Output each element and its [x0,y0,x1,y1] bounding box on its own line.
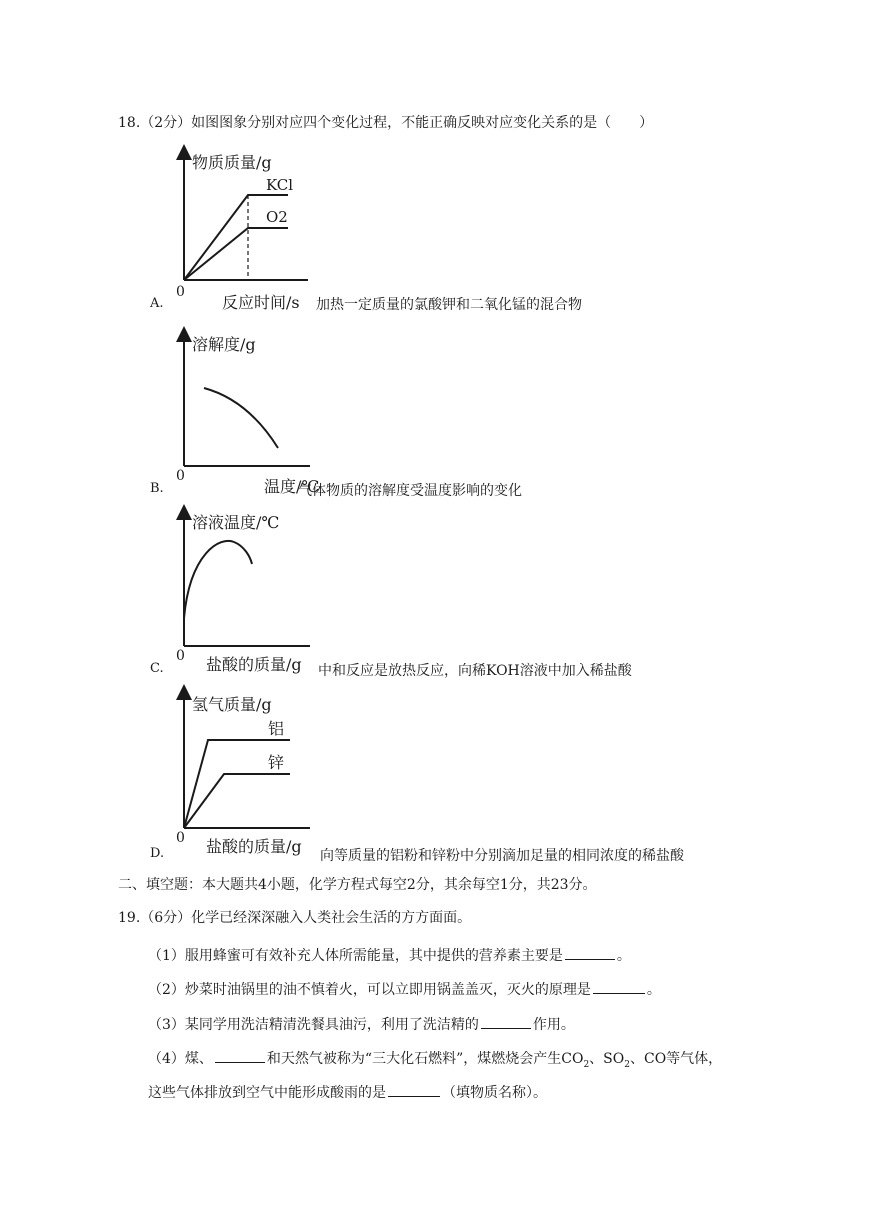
q19-sub-4-continued [148,1082,547,1102]
q19-sub-4 [148,1048,722,1074]
graph-a-xlabel: 反应时间/s [222,293,300,312]
option-b-letter: B. [150,481,164,496]
graph-a-ylabel: 物质质量/g [192,153,272,172]
graph-d [170,688,325,856]
option-a-letter: A. [150,296,164,311]
q19-blank-3[interactable] [481,1014,531,1029]
q19-sub-1-text: （1）服用蜂蜜可有效补充人体所需能量，其中提供的营养素主要是 [148,948,563,964]
option-b-description: 气体物质的溶解度受温度影响的变化 [298,483,522,499]
graph-c-curve [184,541,252,618]
q19-blank-1[interactable] [565,945,615,960]
q19-sub-1-end: 。 [616,948,631,964]
question-18-stem: 18.（2分）如图图象分别对应四个变化过程，不能正确反映对应变化关系的是（ ） [118,115,654,131]
graph-c-xlabel: 盐酸的质量/g [206,655,302,674]
graph-d-xlabel: 盐酸的质量/g [206,837,302,856]
graph-d-zn-label: 锌 [268,753,285,772]
q19-blank-5[interactable] [388,1082,440,1097]
q19-sub-2-text: （2）炒菜时油锅里的油不慎着火，可以立即用锅盖盖灭，灭火的原理是 [148,982,591,998]
graph-b-xlabel: 温度/℃ [264,477,320,496]
q19-sub-1 [148,945,631,965]
graph-d-origin: 0 [176,830,185,846]
q19-sub-4-text-c: 、SO [589,1051,625,1067]
option-a-description: 加热一定质量的氯酸钾和二氧化锰的混合物 [316,297,582,313]
graph-b-ylabel: 溶解度/g [192,335,256,354]
graph-a-origin: 0 [176,284,185,300]
q19-blank-4[interactable] [215,1048,265,1063]
graph-d-zn-line [184,774,290,828]
graph-b-origin: 0 [176,468,185,484]
graph-d-al-label: 铝 [268,719,285,738]
graph-a [170,148,320,312]
option-d-letter: D. [150,846,165,861]
option-c-letter: C. [150,661,164,676]
q19-blank-2[interactable] [593,979,645,994]
question-19-stem: 19.（6分）化学已经深深融入人类社会生活的方方面面。 [118,910,472,926]
q19-sub-3-end: 作用。 [532,1017,575,1033]
graph-a-o2-label: O2 [266,208,288,226]
option-d-description: 向等质量的铝粉和锌粉中分别滴加足量的相同浓度的稀盐酸 [320,848,684,864]
q19-sub-3-text: （3）某同学用洗洁精清洗餐具油污，利用了洗洁精的 [148,1017,479,1033]
graph-c [170,508,320,673]
q19-sub-4-subscript-1: 2 [583,1059,590,1070]
q19-sub-4-cont-end: （填物质名称）。 [442,1085,547,1101]
q19-sub-4-subscript-2: 2 [624,1059,630,1070]
section-2-heading: 二、填空题：本大题共4小题，化学方程式每空2分，其余每空1分，共23分。 [118,877,597,893]
graph-c-origin: 0 [176,648,185,664]
q19-sub-2-end: 。 [646,982,661,998]
option-c-description: 中和反应是放热反应，向稀KOH溶液中加入稀盐酸 [318,663,632,679]
q19-sub-4-text-a: （4）煤、 [148,1051,213,1067]
q19-sub-2 [148,979,661,999]
graph-b [170,330,320,495]
graph-c-ylabel: 溶液温度/℃ [192,513,280,532]
q19-sub-4-text-d: 、CO等气体， [629,1051,723,1067]
q19-sub-3 [148,1014,575,1034]
graph-d-ylabel: 氢气质量/g [192,695,272,714]
graph-b-curve [204,388,278,448]
graph-a-kcl-label: KCl [266,176,294,194]
q19-sub-4-text-b: 和天然气被称为“三大化石燃料”，煤燃烧会产生CO [266,1051,584,1067]
graph-a-o2-line [184,228,288,280]
q19-sub-4-cont-text: 这些气体排放到空气中能形成酸雨的是 [148,1085,386,1101]
